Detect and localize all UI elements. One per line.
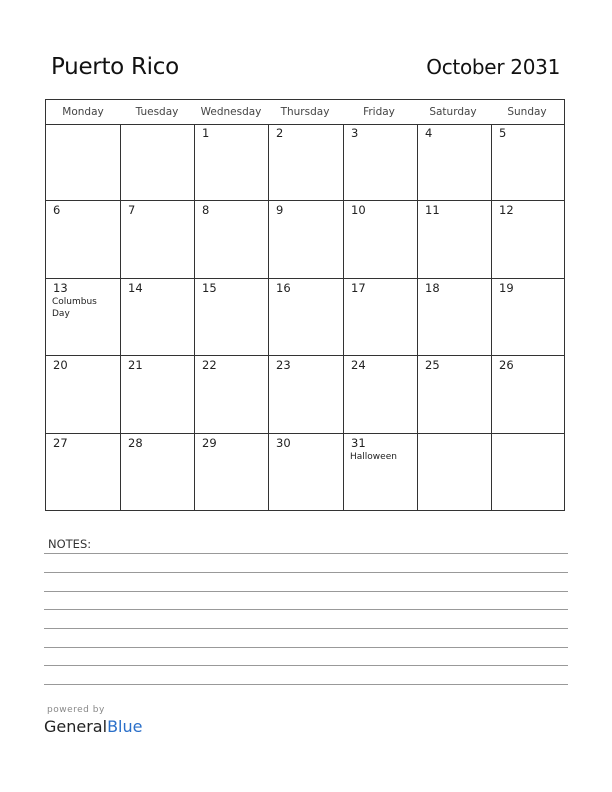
powered-by-text: powered by [47,705,105,715]
day-cell [269,124,344,201]
weekday-monday: Monday [62,106,104,118]
weekday-wednesday: Wednesday [200,106,262,118]
day-cell [195,124,269,201]
day-number: 31 [351,435,366,450]
day-number: 26 [499,358,514,373]
day-cell [121,434,195,511]
day-number: 16 [276,280,291,295]
day-number: 27 [53,435,68,450]
day-number: 18 [425,280,440,295]
brand-general: General [44,717,108,736]
day-cell [269,356,344,433]
day-cell [492,434,564,511]
day-number: 5 [499,126,507,140]
day-cell [344,356,418,433]
day-cell [121,279,195,356]
day-cell [46,124,121,201]
day-number: 4 [425,126,433,140]
day-cell [492,201,564,278]
day-number: 13 [53,280,68,295]
day-cell [46,201,121,278]
day-cell [418,356,492,433]
day-number: 22 [202,358,217,373]
day-cell [344,124,418,201]
notes-label: NOTES: [48,537,92,551]
day-number: 17 [351,280,366,295]
calendar-grid [45,99,565,511]
day-cell [418,434,492,511]
day-number: 19 [499,280,514,295]
day-number: 3 [351,126,359,140]
day-cell [195,201,269,278]
day-cell [46,279,121,356]
brand-logo [44,717,142,736]
notes-line [44,591,568,592]
brand-blue: Blue [107,717,143,736]
day-number: 23 [276,358,291,373]
day-cell [195,434,269,511]
weekday-header [46,100,564,125]
day-number: 2 [276,126,284,140]
day-cell [195,356,269,433]
notes-line [44,572,568,573]
day-number: 20 [53,358,68,373]
notes-line [44,628,568,629]
day-cell [418,279,492,356]
holiday-label: Columbus Day [52,296,97,319]
notes-line [44,684,568,685]
day-number: 25 [425,358,440,373]
day-cell [492,279,564,356]
day-number: 21 [128,358,143,373]
weekday-tuesday: Tuesday [135,106,179,118]
day-cell [269,279,344,356]
day-cell [418,201,492,278]
day-cell [121,124,195,201]
day-number: 11 [425,203,440,218]
day-cell [121,356,195,433]
holiday-label: Halloween [350,451,397,462]
day-cell [492,356,564,433]
weekday-saturday: Saturday [429,106,477,118]
notes-line [44,647,568,648]
day-cell [269,201,344,278]
notes-line [44,609,568,610]
day-cell [344,279,418,356]
weekday-sunday: Sunday [507,106,547,118]
day-number: 10 [351,203,366,218]
notes-line [44,665,568,666]
day-number: 15 [202,280,217,295]
day-number: 12 [499,203,514,218]
day-number: 1 [202,126,210,140]
day-number: 9 [276,203,284,218]
day-cell [121,201,195,278]
day-number: 30 [276,435,291,450]
day-cell [269,434,344,511]
day-cell [195,279,269,356]
weekday-friday: Friday [363,106,395,118]
day-number: 28 [128,435,143,450]
day-number: 14 [128,280,143,295]
notes-line [44,553,568,554]
day-cell [492,124,564,201]
weekday-thursday: Thursday [280,106,330,118]
day-number: 7 [128,203,136,218]
day-cell [344,434,418,511]
month-title: October 2031 [426,55,560,79]
day-cell [46,434,121,511]
day-number: 24 [351,358,366,373]
day-number: 29 [202,435,217,450]
day-grid [46,124,564,511]
day-number: 6 [53,203,61,218]
day-number: 8 [202,203,210,218]
day-cell [344,201,418,278]
country-title: Puerto Rico [51,54,179,80]
day-cell [46,356,121,433]
day-cell [418,124,492,201]
